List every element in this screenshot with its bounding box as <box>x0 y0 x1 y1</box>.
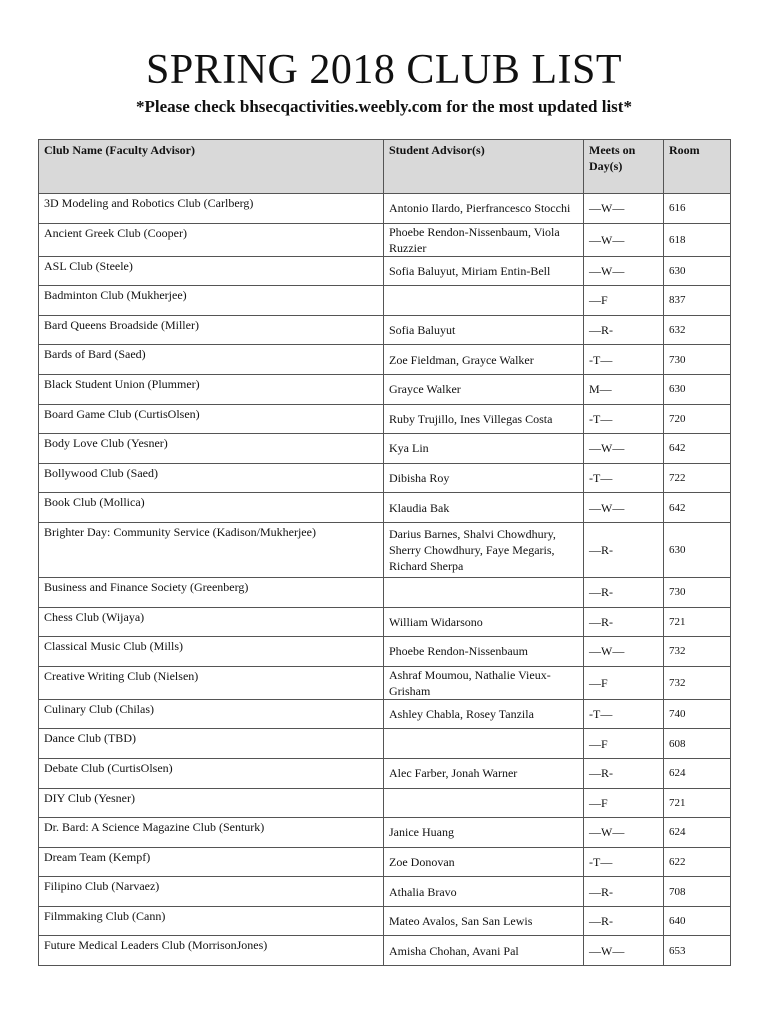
student-advisor-cell: Phoebe Rendon-Nissenbaum, Viola Ruzzier <box>384 223 584 256</box>
student-advisor-cell: William Widarsono <box>384 607 584 637</box>
club-name-cell: Future Medical Leaders Club (MorrisonJones) <box>39 936 384 966</box>
club-name-cell: Dance Club (TBD) <box>39 729 384 759</box>
student-advisor-cell: Ashraf Moumou, Nathalie Vieux-Grisham <box>384 666 584 699</box>
meeting-days-cell: —R- <box>584 906 664 936</box>
club-name-cell: Dream Team (Kempf) <box>39 847 384 877</box>
table-row <box>39 699 731 729</box>
club-name-cell: Bard Queens Broadside (Miller) <box>39 315 384 345</box>
club-name-cell: Board Game Club (CurtisOlsen) <box>39 404 384 434</box>
meeting-days-cell: —F <box>584 788 664 818</box>
student-advisor-cell: Antonio Ilardo, Pierfrancesco Stocchi <box>384 194 584 224</box>
table-row <box>39 404 731 434</box>
club-name-cell: 3D Modeling and Robotics Club (Carlberg) <box>39 194 384 224</box>
table-row <box>39 577 731 607</box>
room-cell: 732 <box>664 637 731 667</box>
student-advisor-cell: Phoebe Rendon-Nissenbaum <box>384 637 584 667</box>
club-name-cell: Brighter Day: Community Service (Kadison/Mukherjee) <box>39 522 384 577</box>
student-advisor-cell: Ruby Trujillo, Ines Villegas Costa <box>384 404 584 434</box>
table-row <box>39 256 731 286</box>
table-row <box>39 374 731 404</box>
table-header-row <box>39 140 731 194</box>
room-cell: 630 <box>664 374 731 404</box>
table-row <box>39 729 731 759</box>
meeting-days-cell: —R- <box>584 315 664 345</box>
club-name-cell: Business and Finance Society (Greenberg) <box>39 577 384 607</box>
room-cell: 630 <box>664 522 731 577</box>
club-name-cell: Debate Club (CurtisOlsen) <box>39 758 384 788</box>
table-row <box>39 637 731 667</box>
table-row <box>39 223 731 256</box>
meeting-days-cell: —R- <box>584 577 664 607</box>
table-row <box>39 286 731 316</box>
room-cell: 740 <box>664 699 731 729</box>
room-cell: 624 <box>664 758 731 788</box>
table-row <box>39 758 731 788</box>
meeting-days-cell: M— <box>584 374 664 404</box>
student-advisor-cell: Darius Barnes, Shalvi Chowdhury, Sherry Chowdhury, Faye Megaris, Richard Sherpa <box>384 522 584 577</box>
table-row <box>39 315 731 345</box>
student-advisor-cell: Sofia Baluyut, Miriam Entin-Bell <box>384 256 584 286</box>
room-cell: 608 <box>664 729 731 759</box>
meeting-days-cell: —F <box>584 286 664 316</box>
table-row <box>39 434 731 464</box>
room-cell: 616 <box>664 194 731 224</box>
table-row <box>39 906 731 936</box>
club-name-cell: Book Club (Mollica) <box>39 493 384 523</box>
table-row <box>39 788 731 818</box>
meeting-days-cell: —R- <box>584 522 664 577</box>
table-row <box>39 877 731 907</box>
meeting-days-cell: —W— <box>584 434 664 464</box>
club-name-cell: Ancient Greek Club (Cooper) <box>39 223 384 256</box>
student-advisor-cell <box>384 788 584 818</box>
table-row <box>39 345 731 375</box>
room-cell: 618 <box>664 223 731 256</box>
student-advisor-cell: Ashley Chabla, Rosey Tanzila <box>384 699 584 729</box>
table-row <box>39 936 731 966</box>
club-name-cell: Body Love Club (Yesner) <box>39 434 384 464</box>
club-name-cell: Chess Club (Wijaya) <box>39 607 384 637</box>
meeting-days-cell: -T— <box>584 699 664 729</box>
student-advisor-cell: Zoe Donovan <box>384 847 584 877</box>
student-advisor-cell <box>384 286 584 316</box>
meeting-days-cell: —R- <box>584 877 664 907</box>
club-name-cell: Filmmaking Club (Cann) <box>39 906 384 936</box>
room-cell: 640 <box>664 906 731 936</box>
club-name-cell: Bards of Bard (Saed) <box>39 345 384 375</box>
table-row <box>39 194 731 224</box>
meeting-days-cell: —F <box>584 729 664 759</box>
meeting-days-cell: —R- <box>584 758 664 788</box>
club-name-cell: Creative Writing Club (Nielsen) <box>39 666 384 699</box>
student-advisor-cell: Kya Lin <box>384 434 584 464</box>
meeting-days-cell: —R- <box>584 607 664 637</box>
room-cell: 642 <box>664 493 731 523</box>
meeting-days-cell: —W— <box>584 223 664 256</box>
meeting-days-cell: -T— <box>584 404 664 434</box>
meeting-days-cell: -T— <box>584 847 664 877</box>
club-name-cell: Badminton Club (Mukherjee) <box>39 286 384 316</box>
student-advisor-cell <box>384 729 584 759</box>
student-advisor-cell: Klaudia Bak <box>384 493 584 523</box>
room-cell: 624 <box>664 818 731 848</box>
student-advisor-cell: Sofia Baluyut <box>384 315 584 345</box>
student-advisor-cell <box>384 577 584 607</box>
student-advisor-cell: Grayce Walker <box>384 374 584 404</box>
page-title: SPRING 2018 CLUB LIST <box>145 47 623 93</box>
room-cell: 642 <box>664 434 731 464</box>
header-meets-on-days: Meets on Day(s) <box>584 140 664 194</box>
student-advisor-cell: Alec Farber, Jonah Warner <box>384 758 584 788</box>
student-advisor-cell: Zoe Fieldman, Grayce Walker <box>384 345 584 375</box>
club-name-cell: ASL Club (Steele) <box>39 256 384 286</box>
table-row <box>39 522 731 577</box>
room-cell: 720 <box>664 404 731 434</box>
room-cell: 721 <box>664 607 731 637</box>
table-row <box>39 463 731 493</box>
room-cell: 632 <box>664 315 731 345</box>
header-club-name: Club Name (Faculty Advisor) <box>39 140 384 194</box>
club-name-cell: Black Student Union (Plummer) <box>39 374 384 404</box>
club-name-cell: Filipino Club (Narvaez) <box>39 877 384 907</box>
table-row <box>39 818 731 848</box>
room-cell: 708 <box>664 877 731 907</box>
meeting-days-cell: —F <box>584 666 664 699</box>
club-name-cell: Bollywood Club (Saed) <box>39 463 384 493</box>
room-cell: 630 <box>664 256 731 286</box>
header-student-advisors: Student Advisor(s) <box>384 140 584 194</box>
table-row <box>39 607 731 637</box>
club-name-cell: Classical Music Club (Mills) <box>39 637 384 667</box>
meeting-days-cell: -T— <box>584 463 664 493</box>
club-name-cell: Culinary Club (Chilas) <box>39 699 384 729</box>
student-advisor-cell: Amisha Chohan, Avani Pal <box>384 936 584 966</box>
table-row <box>39 847 731 877</box>
student-advisor-cell: Janice Huang <box>384 818 584 848</box>
meeting-days-cell: -T— <box>584 345 664 375</box>
page-subtitle: *Please check bhsecqactivities.weebly.com for the most updated list* <box>136 97 632 116</box>
meeting-days-cell: —W— <box>584 818 664 848</box>
meeting-days-cell: —W— <box>584 194 664 224</box>
room-cell: 732 <box>664 666 731 699</box>
meeting-days-cell: —W— <box>584 936 664 966</box>
table-body <box>39 194 731 966</box>
room-cell: 730 <box>664 577 731 607</box>
room-cell: 721 <box>664 788 731 818</box>
club-table <box>38 139 731 966</box>
room-cell: 730 <box>664 345 731 375</box>
header-room: Room <box>664 140 731 194</box>
student-advisor-cell: Mateo Avalos, San San Lewis <box>384 906 584 936</box>
student-advisor-cell: Dibisha Roy <box>384 463 584 493</box>
room-cell: 622 <box>664 847 731 877</box>
club-name-cell: DIY Club (Yesner) <box>39 788 384 818</box>
table-row <box>39 666 731 699</box>
club-name-cell: Dr. Bard: A Science Magazine Club (Senturk) <box>39 818 384 848</box>
room-cell: 722 <box>664 463 731 493</box>
table-row <box>39 493 731 523</box>
student-advisor-cell: Athalia Bravo <box>384 877 584 907</box>
room-cell: 653 <box>664 936 731 966</box>
room-cell: 837 <box>664 286 731 316</box>
meeting-days-cell: —W— <box>584 637 664 667</box>
meeting-days-cell: —W— <box>584 493 664 523</box>
meeting-days-cell: —W— <box>584 256 664 286</box>
